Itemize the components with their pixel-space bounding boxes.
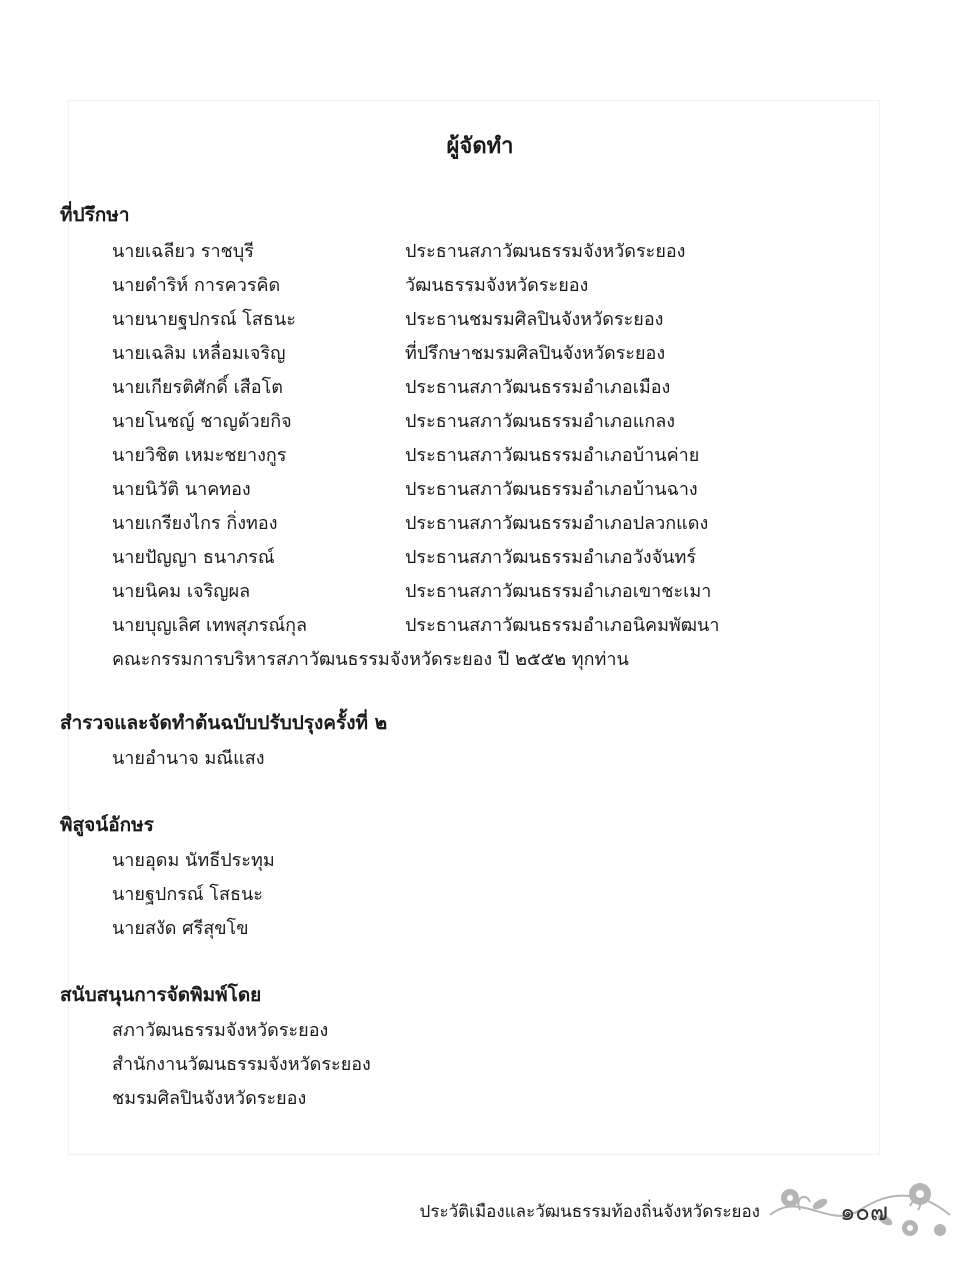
advisor-role: ประธานสภาวัฒนธรรมจังหวัดระยอง <box>405 241 686 262</box>
proofreader: นายสงัด ศรีสุขโข <box>112 918 249 939</box>
page-footer <box>360 1170 960 1250</box>
advisor-name: นายเฉลิม เหลื่อมเจริญ <box>112 343 286 364</box>
advisor-role: วัฒนธรรมจังหวัดระยอง <box>405 275 589 296</box>
proofreader: นายอุดม นัทธีประทุม <box>112 850 275 871</box>
advisor-role: ประธานสภาวัฒนธรรมอำเภอบ้านค่าย <box>405 445 700 466</box>
advisor-name: นายเฉลียว ราชบุรี <box>112 241 254 262</box>
book-title: ประวัติเมืองและวัฒนธรรมท้องถิ่นจังหวัดระยอง <box>419 1202 760 1222</box>
advisor-name: นายนายฐปกรณ์ โสธนะ <box>112 309 296 330</box>
proofreader: นายฐปกรณ์ โสธนะ <box>112 884 263 905</box>
advisor-role: ประธานสภาวัฒนธรรมอำเภอปลวกแดง <box>405 513 709 534</box>
support-org: สภาวัฒนธรรมจังหวัดระยอง <box>112 1020 329 1041</box>
advisor-role: ประธานสภาวัฒนธรรมอำเภอนิคมพัฒนา <box>405 615 720 636</box>
proofreading-heading: พิสูจน์อักษร <box>60 814 154 836</box>
advisor-name: นายวิชิต เหมะชยางกูร <box>112 445 287 466</box>
page-title: ผู้จัดทำ <box>446 133 514 159</box>
advisor-name: นายบุญเลิศ เทพสุภรณ์กุล <box>112 615 308 636</box>
advisor-role: ประธานสภาวัฒนธรรมอำเภอเขาชะเมา <box>405 581 712 602</box>
advisor-role: ประธานสภาวัฒนธรรมอำเภอแกลง <box>405 411 676 432</box>
committee-line: คณะกรรมการบริหารสภาวัฒนธรรมจังหวัดระยอง ปี ๒๕๕๒ ทุกท่าน <box>112 649 629 670</box>
advisor-name: นายเกียรติศักดิ์ เสือโต <box>112 377 283 398</box>
advisor-role: ประธานสภาวัฒนธรรมอำเภอเมือง <box>405 377 671 398</box>
advisor-role: ที่ปรึกษาชมรมศิลปินจังหวัดระยอง <box>405 343 666 364</box>
survey-heading: สำรวจและจัดทำต้นฉบับปรับปรุงครั้งที่ ๒ <box>60 712 388 734</box>
advisor-role: ประธานสภาวัฒนธรรมอำเภอบ้านฉาง <box>405 479 698 500</box>
advisor-name: นายเกรียงไกร กิ่งทอง <box>112 513 278 534</box>
support-org: สำนักงานวัฒนธรรมจังหวัดระยอง <box>112 1054 371 1075</box>
advisor-role: ประธานชมรมศิลปินจังหวัดระยอง <box>405 309 664 330</box>
advisors-heading: ที่ปรึกษา <box>60 204 130 226</box>
advisor-name: นายนิวัติ นาคทอง <box>112 479 251 500</box>
advisor-name: นายโนชญ์ ชาญด้วยกิจ <box>112 411 292 432</box>
support-org: ชมรมศิลปินจังหวัดระยอง <box>112 1088 307 1109</box>
advisor-role: ประธานสภาวัฒนธรรมอำเภอวังจันทร์ <box>405 547 697 568</box>
survey-person: นายอำนาจ มณีแสง <box>112 748 265 769</box>
support-heading: สนับสนุนการจัดพิมพ์โดย <box>60 984 262 1006</box>
advisor-name: นายดำริห์ การควรคิด <box>112 275 281 296</box>
advisor-name: นายปัญญา ธนาภรณ์ <box>112 547 275 568</box>
page-number: ๑๐๗ <box>840 1198 888 1226</box>
advisor-name: นายนิคม เจริญผล <box>112 581 251 602</box>
